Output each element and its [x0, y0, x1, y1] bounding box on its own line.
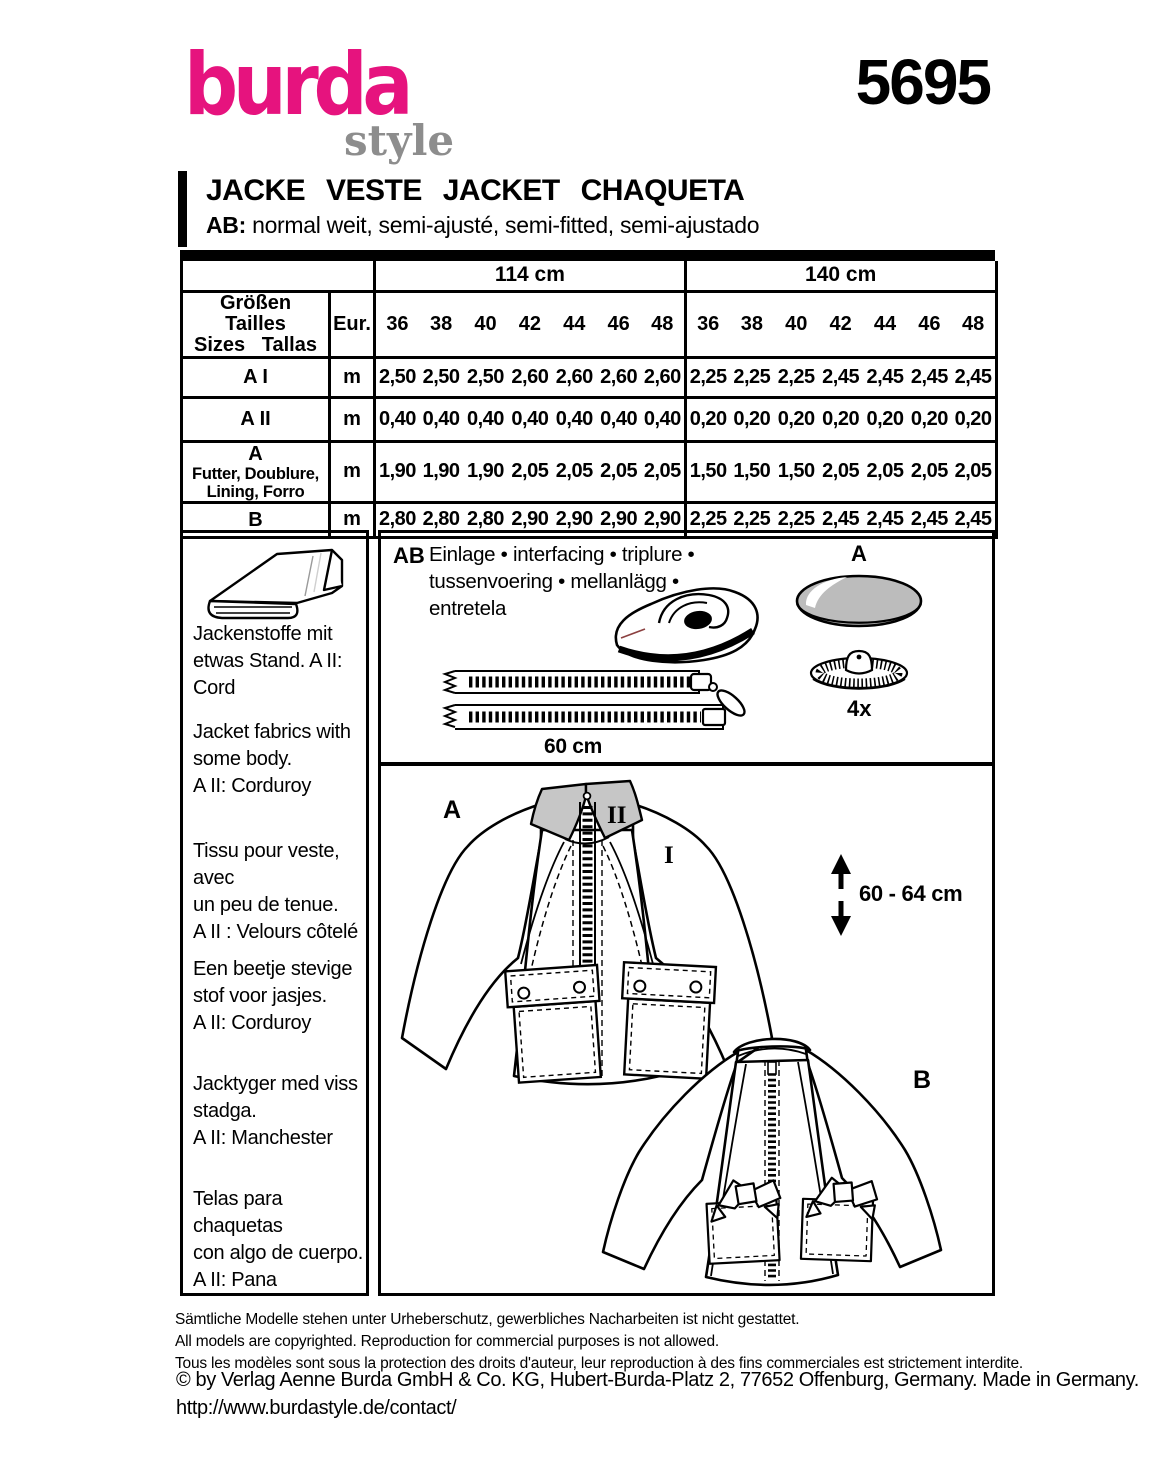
yardage-value: 2,05 — [863, 441, 907, 502]
yardage-rows — [182, 357, 997, 537]
technical-drawings-section — [381, 766, 992, 1291]
yardage-row — [182, 441, 997, 502]
style-wordmark: style — [344, 116, 455, 165]
fabric-width-header-row — [182, 261, 997, 291]
yardage-value: 0,40 — [508, 397, 552, 441]
fabric-text-de: Jackenstoffe mit etwas Stand. A II: Cord — [193, 623, 343, 699]
yardage-value: 1,50 — [774, 441, 818, 502]
subtitle-text: normal weit, semi-ajusté, semi-fitted, semi-ajustado — [245, 212, 760, 238]
row-label: A Futter, Doublure, Lining, Forro — [182, 441, 330, 502]
yardage-value: 0,40 — [641, 397, 685, 441]
notions-section — [381, 533, 992, 766]
yardage-table — [180, 261, 998, 539]
yardage-value: 2,90 — [596, 502, 640, 537]
yardage-value: 2,50 — [419, 357, 463, 397]
yardage-value: 1,90 — [419, 441, 463, 502]
yardage-value: 2,05 — [907, 441, 951, 502]
yardage-value: 0,20 — [818, 397, 862, 441]
yardage-value: 2,90 — [508, 502, 552, 537]
notions-and-drawings-panel — [378, 530, 995, 1296]
zipper-icon — [439, 665, 759, 737]
yardage-value: 2,45 — [818, 357, 862, 397]
yardage-value: 2,45 — [907, 502, 951, 537]
yardage-value: 2,45 — [907, 357, 951, 397]
fabric-advice-panel — [180, 530, 369, 1296]
yardage-value: 0,20 — [952, 397, 996, 441]
yardage-value: 2,45 — [952, 502, 996, 537]
yardage-value: 2,50 — [463, 357, 507, 397]
sizes-header-row — [182, 291, 997, 357]
row-label: B — [182, 502, 330, 537]
yardage-value: 2,25 — [685, 502, 729, 537]
length-arrow-icon — [830, 854, 852, 936]
sizes-corner-cell: Größen Tailles Sizes Tallas — [182, 291, 330, 357]
size-col-header: 48 — [952, 291, 996, 357]
yardage-value: 0,20 — [774, 397, 818, 441]
width-114-header: 114 cm — [375, 261, 686, 291]
copyright-line-en: All models are copyrighted. Reproduction for commercial purposes is not allowed. — [175, 1333, 719, 1350]
yardage-value: 2,45 — [952, 357, 996, 397]
corner-empty-cell — [182, 261, 375, 291]
yardage-value: 0,20 — [730, 397, 774, 441]
jacket-b-drawing — [566, 1024, 978, 1294]
contact-url: http://www.burdastyle.de/contact/ — [176, 1397, 457, 1419]
yardage-value: 0,40 — [596, 397, 640, 441]
row-label: A II — [182, 397, 330, 441]
eur-header-cell: Eur. — [330, 291, 375, 357]
fabric-text-sv: Jacktyger med viss stadga. A II: Manchester — [193, 1073, 358, 1149]
fabric-text-es: Telas para chaquetas con algo de cuerpo. A II: Pana — [193, 1188, 363, 1291]
yardage-value: 2,90 — [552, 502, 596, 537]
snap-button-icon — [789, 571, 929, 693]
yardage-value: 2,05 — [818, 441, 862, 502]
sleeve-fabric-label: I — [664, 842, 674, 869]
notions-views-label: AB — [393, 543, 425, 568]
size-col-header: 42 — [508, 291, 552, 357]
yardage-value: 2,80 — [419, 502, 463, 537]
burda-wordmark: burda — [184, 35, 409, 135]
fabric-text-nl: Een beetje stevige stof voor jasjes. A II: Corduroy — [193, 958, 353, 1034]
yardage-value: 2,05 — [552, 441, 596, 502]
size-col-header: 38 — [730, 291, 774, 357]
size-col-header: 46 — [907, 291, 951, 357]
yardage-value: 2,25 — [774, 357, 818, 397]
publisher-line: © by Verlag Aenne Burda GmbH & Co. KG, Hubert-Burda-Platz 2, 77652 Offenburg, Germany. Made in Germany. — [176, 1369, 1139, 1391]
yardage-value: 2,45 — [863, 502, 907, 537]
yardage-value: 2,25 — [774, 502, 818, 537]
yardage-value: 2,90 — [641, 502, 685, 537]
yardage-value: 0,40 — [463, 397, 507, 441]
yardage-value: 2,45 — [818, 502, 862, 537]
unit-cell: m — [330, 441, 375, 502]
zipper-length-label: 60 cm — [544, 735, 603, 758]
yardage-row — [182, 397, 997, 441]
size-col-header: 42 — [818, 291, 862, 357]
yardage-value: 0,20 — [907, 397, 951, 441]
unit-cell: m — [330, 397, 375, 441]
unit-cell: m — [330, 502, 375, 537]
collar-fabric-label: II — [607, 802, 627, 829]
page-subtitle — [206, 212, 759, 239]
yardage-value: 2,45 — [863, 357, 907, 397]
size-col-header: 36 — [685, 291, 729, 357]
copyright-line-fr: Tous les modèles sont sous la protection des droits d'auteur, leur reproduction à des fins commerciales est strictement interdite. — [175, 1355, 1023, 1372]
table-top-bar — [180, 250, 995, 261]
size-col-header: 40 — [774, 291, 818, 357]
yardage-value: 2,25 — [730, 502, 774, 537]
row-label: A I — [182, 357, 330, 397]
yardage-value: 2,80 — [375, 502, 419, 537]
yardage-value: 2,60 — [596, 357, 640, 397]
yardage-value: 2,60 — [552, 357, 596, 397]
iron-icon — [609, 563, 767, 675]
yardage-value: 1,50 — [685, 441, 729, 502]
yardage-value: 0,40 — [552, 397, 596, 441]
yardage-value: 1,50 — [730, 441, 774, 502]
fabric-bolt-icon — [193, 541, 359, 627]
yardage-value: 2,05 — [508, 441, 552, 502]
yardage-row — [182, 357, 997, 397]
button-count-label: 4x — [847, 696, 872, 721]
size-col-header: 44 — [863, 291, 907, 357]
yardage-value: 2,80 — [463, 502, 507, 537]
pattern-number: 5695 — [855, 46, 990, 118]
yardage-value: 2,50 — [375, 357, 419, 397]
heading-accent-bar — [178, 171, 187, 247]
yardage-table-wrap — [180, 261, 998, 539]
width-140-header: 140 cm — [685, 261, 996, 291]
unit-cell: m — [330, 357, 375, 397]
fabric-text-fr: Tissu pour veste, avec un peu de tenue. A II : Velours côtelé — [193, 840, 358, 943]
size-col-header: 40 — [463, 291, 507, 357]
copyright-line-de: Sämtliche Modelle stehen unter Urheberschutz, gewerbliches Nacharbeiten ist nicht gestattet. — [175, 1311, 800, 1328]
interfacing-text: Einlage • interfacing • triplure • tussenvoering • mellanlägg • entretela — [429, 543, 695, 620]
yardage-value: 0,20 — [863, 397, 907, 441]
back-length-label: 60 - 64 cm — [859, 881, 963, 906]
view-a-label: A — [443, 796, 462, 824]
fabric-text-en: Jacket fabrics with some body. A II: Corduroy — [193, 721, 351, 797]
page-title: JACKE VESTE JACKET CHAQUETA — [206, 174, 745, 207]
button-view-label: A — [851, 541, 867, 566]
yardage-value: 1,90 — [375, 441, 419, 502]
yardage-value: 2,25 — [730, 357, 774, 397]
yardage-value: 2,05 — [596, 441, 640, 502]
yardage-value: 2,60 — [641, 357, 685, 397]
yardage-value: 0,40 — [419, 397, 463, 441]
view-b-label: B — [913, 1066, 932, 1094]
size-col-header: 38 — [419, 291, 463, 357]
size-col-header: 46 — [596, 291, 640, 357]
size-col-header: 36 — [375, 291, 419, 357]
yardage-value: 2,60 — [508, 357, 552, 397]
size-col-header: 44 — [552, 291, 596, 357]
subtitle-views: AB: — [206, 212, 246, 238]
yardage-value: 0,40 — [375, 397, 419, 441]
size-col-header: 48 — [641, 291, 685, 357]
yardage-value: 0,20 — [685, 397, 729, 441]
yardage-value: 1,90 — [463, 441, 507, 502]
yardage-value: 2,25 — [685, 357, 729, 397]
yardage-value: 2,05 — [641, 441, 685, 502]
yardage-value: 2,05 — [952, 441, 996, 502]
